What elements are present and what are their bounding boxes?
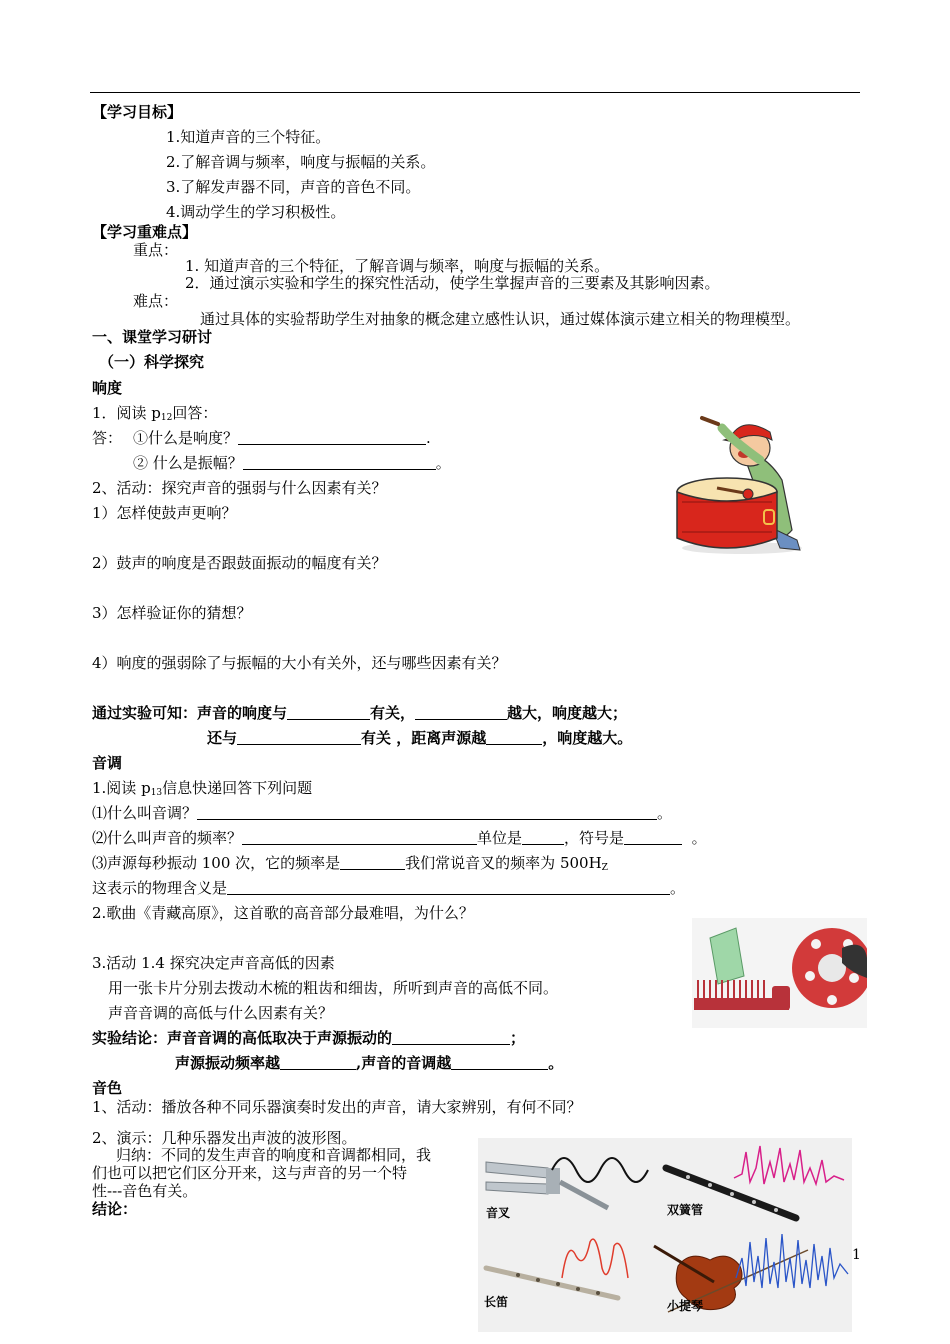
timbre-summary: 们也可以把它们区分开来，这与声音的另一个特 <box>92 1164 408 1182</box>
loudness-conclusion-2: 还与 有关 ，距离声源越 ，响度越大。 <box>207 729 633 747</box>
loudness-q1: ①什么是响度？ . <box>133 429 431 447</box>
objective-item: 4.调动学生的学习积极性。 <box>166 203 346 221</box>
loudness-subq: 4）响度的强弱除了与振幅的大小有关外，还与哪些因素有关？ <box>92 654 507 672</box>
difficulty-label: 难点： <box>133 292 179 310</box>
drum-boy-illustration <box>672 410 812 558</box>
answer-blank[interactable] <box>197 805 657 820</box>
section-subtitle: （一）科学探究 <box>99 353 205 371</box>
timbre-conclusion: 结论： <box>92 1200 138 1218</box>
difficulty-text: 通过具体的实验帮助学生对抽象的概念建立感性认识，通过媒体演示建立相关的物理模型。 <box>200 310 801 328</box>
timbre-summary: 归纳：不同的发生声音的响度和音调都相同，我 <box>116 1146 432 1164</box>
loudness-subq: 1）怎样使鼓声更响？ <box>92 504 237 522</box>
objective-item: 3.了解发声器不同，声音的音色不同。 <box>166 178 421 196</box>
answer-blank[interactable] <box>415 705 507 720</box>
answer-blank[interactable] <box>624 830 682 845</box>
pitch-activity-question: 声音音调的高低与什么因素有关？ <box>108 1004 334 1022</box>
instrument-waveforms-figure <box>478 1138 852 1332</box>
loudness-subq: 3）怎样验证你的猜想？ <box>92 604 252 622</box>
instrument-label: 音叉 <box>486 1206 511 1220</box>
answer-blank[interactable] <box>280 1055 356 1070</box>
pitch-q2: ⑵什么叫声音的频率？ 单位是 ，符号是 。 <box>92 829 707 847</box>
pitch-conclusion: 实验结论：声音音调的高低取决于声源振动的 ； <box>92 1029 526 1047</box>
answer-blank[interactable] <box>392 1030 510 1045</box>
section-title: 一、课堂学习研讨 <box>92 328 213 346</box>
pitch-song: 2.歌曲《青藏高原》，这首歌的高音部分最难唱，为什么？ <box>92 904 474 922</box>
pitch-read: 1.阅读 $p_{13}$信息快递回答下列问题 <box>92 779 313 798</box>
page-number: 1 <box>852 1247 861 1263</box>
key-item: 1. 知道声音的三个特征，了解音调与频率，响度与振幅的关系。 <box>185 257 610 275</box>
answer-label: 答： <box>92 429 123 447</box>
loudness-q2: ② 什么是振幅？ 。 <box>133 454 451 472</box>
pitch-q3: ⑶声源每秒振动 100 次，它的频率是 我们常说音叉的频率为 $500H_Z$ <box>92 854 608 873</box>
loudness-heading: 响度 <box>92 379 123 397</box>
answer-blank[interactable] <box>287 705 370 720</box>
answer-blank[interactable] <box>237 730 361 745</box>
timbre-summary: 性---音色有关。 <box>92 1182 198 1200</box>
answer-blank[interactable] <box>238 430 426 445</box>
loudness-read: 1．阅读 $p_{12}$回答： <box>92 404 218 423</box>
answer-blank[interactable] <box>243 455 436 470</box>
loudness-subq: 2）鼓声的响度是否跟鼓面振动的幅度有关？ <box>92 554 387 572</box>
answer-blank[interactable] <box>340 855 405 870</box>
timbre-activity: 1、活动：播放各种不同乐器演奏时发出的声音，请大家辨别，有何不同？ <box>92 1098 582 1116</box>
pitch-q1: ⑴什么叫音调？ 。 <box>92 804 673 822</box>
key-item: 2．通过演示实验和学生的探究性活动，使学生掌握声音的三要素及其影响因素。 <box>185 274 720 292</box>
pitch-heading: 音调 <box>92 754 123 772</box>
pitch-q3-meaning: 这表示的物理含义是 。 <box>92 879 686 897</box>
timbre-demo: 2、演示：几种乐器发出声波的波形图。 <box>92 1129 357 1147</box>
loudness-activity: 2、活动：探究声音的强弱与什么因素有关？ <box>92 479 387 497</box>
header-rule <box>90 92 860 93</box>
key-label: 重点： <box>133 241 179 259</box>
instrument-label: 小提琴 <box>667 1299 704 1313</box>
objectives-heading: 【学习目标】 <box>92 103 183 121</box>
loudness-conclusion: 通过实验可知：声音的响度与 有关， 越大，响度越大； <box>92 704 628 722</box>
pitch-activity: 3.活动 1.4 探究决定声音高低的因素 <box>92 954 335 972</box>
answer-blank[interactable] <box>242 830 477 845</box>
comb-card-illustration <box>692 918 867 1028</box>
objective-item: 1.知道声音的三个特征。 <box>166 128 331 146</box>
answer-blank[interactable] <box>451 1055 548 1070</box>
answer-blank[interactable] <box>486 730 542 745</box>
answer-blank[interactable] <box>227 880 670 895</box>
pitch-activity-desc: 用一张卡片分别去拨动木梳的粗齿和细齿，所听到声音的高低不同。 <box>108 979 559 997</box>
timbre-heading: 音色 <box>92 1079 123 1097</box>
instrument-label: 长笛 <box>484 1295 509 1309</box>
answer-blank[interactable] <box>522 830 564 845</box>
instrument-label: 双簧管 <box>667 1203 704 1217</box>
key-points-heading: 【学习重难点】 <box>92 223 198 241</box>
objective-item: 2.了解音调与频率，响度与振幅的关系。 <box>166 153 436 171</box>
pitch-conclusion-2: 声源振动频率越 ,声音的音调越 。 <box>175 1054 564 1072</box>
